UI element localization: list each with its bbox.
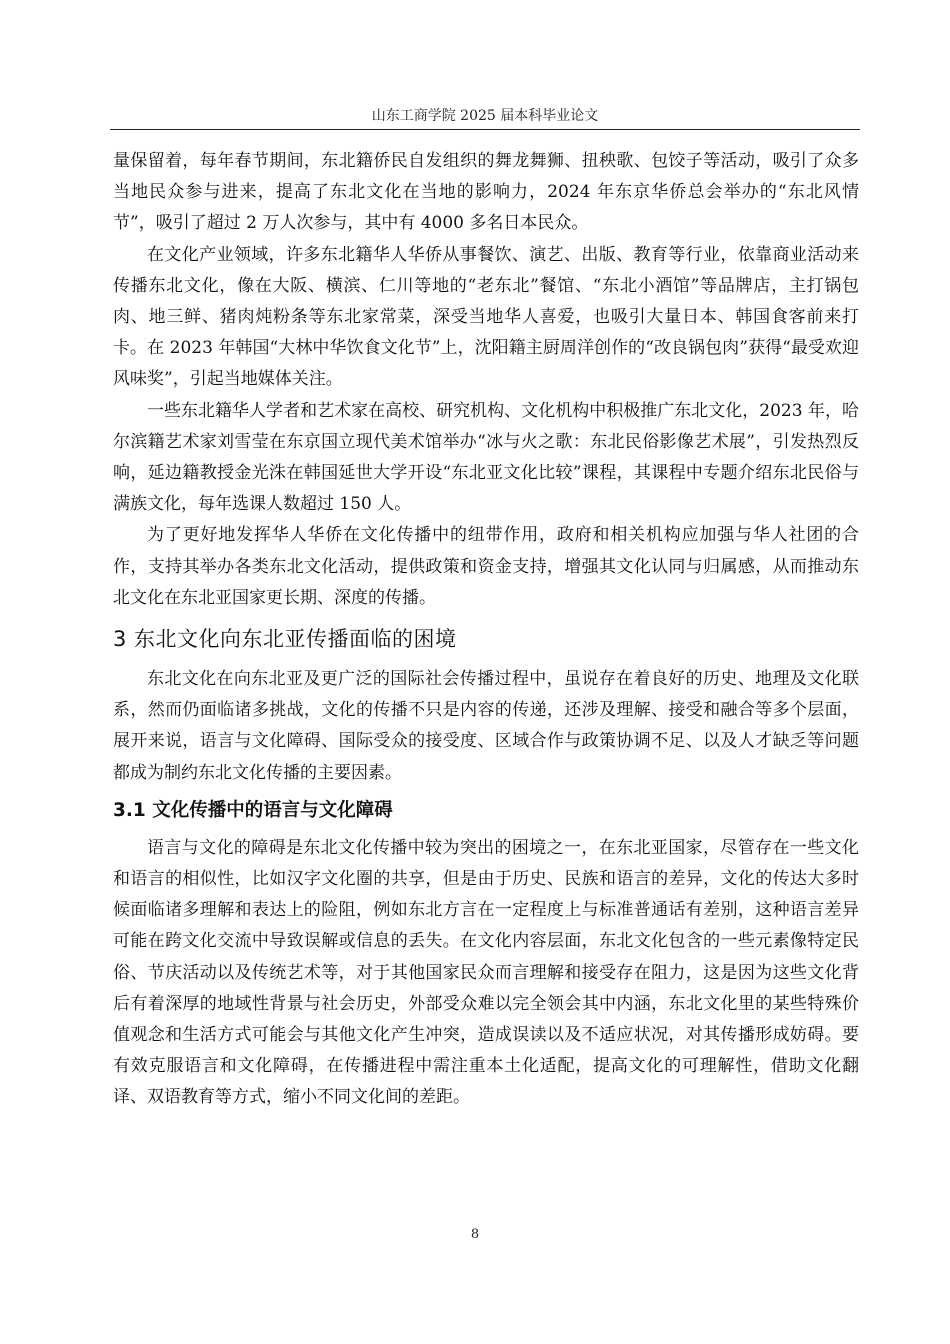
header-rule (110, 129, 860, 130)
running-header: 山东工商学院 2025 届本科毕业论文 (371, 108, 599, 124)
page-number: 8 (470, 1227, 480, 1242)
section-heading: 3 东北文化向东北亚传播面临的困境 (113, 627, 457, 652)
body-paragraph: 一些东北籍华人学者和艺术家在高校、研究机构、文化机构中积极推广东北文化，2023 年，哈尔滨籍艺术家刘雪莹在东京国立现代美术馆举办“冰与火之歌：东北民俗影像艺术展”，引发热烈反响，延边籍教授金光洙在韩国延世大学开设“东北亚文化比较”课程，其课程中专题介绍东北民俗与满族文化，每年选课人数超过 150 人。 (113, 400, 859, 515)
body-paragraph: 东北文化在向东北亚及更广泛的国际社会传播过程中，虽说存在着良好的历史、地理及文化联系，然而仍面临诸多挑战，文化的传播不只是内容的传递，还涉及理解、接受和融合等多个层面，展开来说，语言与文化障碍、国际受众的接受度、区域合作与政策协调不足、以及人才缺乏等问题都成为制约东北文化传播的主要因素。 (113, 669, 859, 783)
body-paragraph: 语言与文化的障碍是东北文化传播中较为突出的困境之一，在东北亚国家，尽管存在一些文化和语言的相似性，比如汉字文化圈的共享，但是由于历史、民族和语言的差异，文化的传达大多时候面临诸多理解和表达上的险阻，例如东北方言在一定程度上与标准普通话有差别，这种语言差异可能在跨文化交流中导致误解或信息的丢失。在文化内容层面，东北文化包含的一些元素像特定民俗、节庆活动以及传统艺术等，对于其他国家民众而言理解和接受存在阻力，这是因为这些文化背后有着深厚的地域性背景与社会历史，外部受众难以完全领会其中内涵，东北文化里的某些特殊价值观念和生活方式可能会与其他文化产生冲突，造成误读以及不适应状况，对其传播形成妨碍。要有效克服语言和文化障碍，在传播进程中需注重本土化适配，提高文化的可理解性，借助文化翻译、双语教育等方式，缩小不同文化间的差距。 (113, 837, 859, 1108)
subsection-heading: 3.1 文化传播中的语言与文化障碍 (113, 799, 393, 821)
body-paragraph: 在文化产业领域，许多东北籍华人华侨从事餐饮、演艺、出版、教育等行业，依靠商业活动来传播东北文化，像在大阪、横滨、仁川等地的“老东北”餐馆、“东北小酒馆”等品牌店，主打锅包肉、地三鲜、猪肉炖粉条等东北家常菜，深受当地华人喜爱，也吸引大量日本、韩国食客前来打卡。在 2023 年韩国“大林中华饮食文化节”上，沈阳籍主厨周洋创作的“改良锅包肉”获得“最受欢迎风味奖”，引起当地媒体关注。 (113, 244, 859, 390)
body-paragraph: 量保留着，每年春节期间，东北籍侨民自发组织的舞龙舞狮、扭秧歌、包饺子等活动，吸引了众多当地民众参与进来，提高了东北文化在当地的影响力，2024 年东京华侨总会举办的“东北风情节”，吸引了超过 2 万人次参与，其中有 4000 多名日本民众。 (113, 151, 859, 234)
body-paragraph: 为了更好地发挥华人华侨在文化传播中的纽带作用，政府和相关机构应加强与华人社团的合作，支持其举办各类东北文化活动，提供政策和资金支持，增强其文化认同与归属感，从而推动东北文化在东北亚国家更长期、深度的传播。 (113, 525, 859, 608)
main-content (113, 146, 859, 1114)
